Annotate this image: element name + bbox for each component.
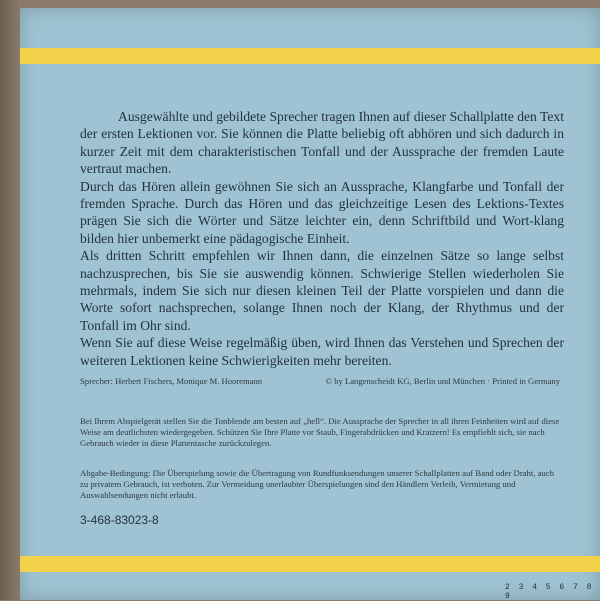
- catalog-number: 3-468-83023-8: [80, 513, 159, 527]
- yellow-stripe-top: [20, 48, 600, 64]
- yellow-stripe-bottom: [20, 556, 600, 572]
- credits-line: [80, 376, 560, 386]
- paragraph-repeating: Als dritten Schritt empfehlen wir Ihnen dann, die einzelnen Sätze so lange selbst nachzusprechen, bis Sie sie auswendig können. Schwierige Stellen wiederholen Sie mehrmals, indem Sie sich nur diesen kleinen Teil der Platte vorspielen und dann die Worte sofort nachsprechen, solange Ihnen noch der Klang, der Rhythmus und der Tonfall im Ohr sind.: [80, 248, 564, 333]
- main-text: [80, 108, 564, 369]
- paragraph-listening: Durch das Hören allein gewöhnen Sie sich an Aussprache, Klangfarbe und Tonfall der fremden Sprache. Durch das Hören und das gleichzeitige Lesen des Lektions-Textes prägen Sie sich die Wörter und Sätze leichter ein, denn Schriftbild und Wort-klang bilden hier unbemerkt eine pädagogische Einheit.: [80, 178, 564, 246]
- table-surface: [0, 0, 20, 600]
- speakers-credit: Sprecher: Herbert Fischers, Monique M. Hooremann: [80, 376, 263, 386]
- paragraph-practice: Wenn Sie auf diese Weise regelmäßig üben, wird Ihnen das Verstehen und Sprechen der weiteren Lektionen keine Schwierigkeiten mehr bereiten.: [80, 335, 564, 368]
- terms-note: Abgabe-Bedingung: Die Überspielung sowie die Übertragung von Rundfunksendungen unserer Schallplatten auf Band oder Draht, auch zu privatem Gebrauch, ist verboten. Zur Vermeidung unerlaubter Überspielungen sind den Händlern Verleih, Vermietung und Auswahlsendungen nicht erlaubt.: [80, 468, 555, 500]
- paragraph-intro: Ausgewählte und gebildete Sprecher tragen Ihnen auf dieser Schallplatte den Text der ersten Lektionen vor. Sie können die Platte beliebig oft abhören und sich dadurch in kurzer Zeit mit dem charakteristischen Tonfall und der Aussprache der fremden Laute vertraut machen.: [80, 109, 564, 177]
- copyright-notice: © by Langenscheidt KG, Berlin und München · Printed in Germany: [325, 376, 560, 386]
- number-strip: 2 3 4 5 6 7 8 9: [505, 583, 594, 601]
- playback-note: Bei Ihrem Abspielgerät stellen Sie die Tonblende am besten auf „hell“. Die Aussprache der Sprecher in all ihren Feinheiten wird auf diese Weise am deutlichsten wiedergegeben. Schützen Sie Ihre Platte vor Staub, Fingerabdrücken und Kratzern! Es empfiehlt sich, sie nach Gebrauch wieder in diese Plattentasche zurückzulegen.: [80, 416, 560, 448]
